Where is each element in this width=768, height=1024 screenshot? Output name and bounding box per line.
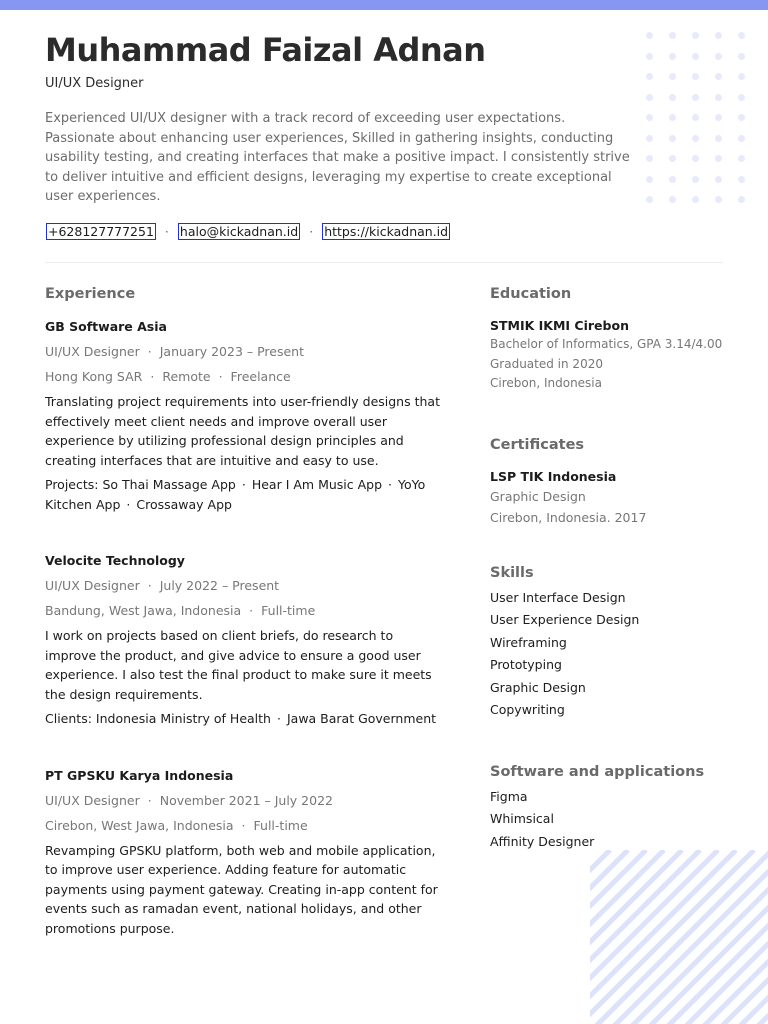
decorative-dot <box>715 196 722 203</box>
education-degree: Bachelor of Informatics, GPA 3.14/4.00 <box>490 337 723 351</box>
certificate-location: Cirebon, Indonesia. 2017 <box>490 509 647 525</box>
candidate-name: Muhammad Faizal Adnan <box>45 31 486 69</box>
skills-list <box>490 587 730 722</box>
job-company: GB Software Asia <box>45 319 167 334</box>
decorative-dot <box>692 135 699 142</box>
decorative-dot <box>669 32 676 39</box>
decorative-dot-grid <box>646 32 756 208</box>
software-item: Affinity Designer <box>490 833 595 849</box>
job-type: Full-time <box>253 817 308 833</box>
skill-item: Prototyping <box>490 657 562 672</box>
experience-section <box>45 284 445 938</box>
job-clients: Clients: Indonesia Ministry of Health · Jawa Barat Government <box>45 711 437 726</box>
job-position: UI/UX Designer <box>45 344 140 359</box>
contact-links <box>46 223 450 240</box>
job-period: January 2023 – Present <box>159 344 304 359</box>
software-title: Software and applications <box>490 763 705 780</box>
decorative-dot <box>738 135 745 142</box>
skill-item: Copywriting <box>490 702 565 717</box>
job-period: July 2022 – Present <box>159 578 280 593</box>
software-section <box>490 762 730 854</box>
project-item: Hear I Am Music App <box>251 477 383 492</box>
sidebar-column <box>490 284 730 853</box>
decorative-dot <box>692 32 699 39</box>
decorative-dot <box>738 114 745 121</box>
project-item: YoYo Kitchen App <box>45 477 426 512</box>
decorative-dot <box>738 155 745 162</box>
contact-separator: · <box>164 224 169 239</box>
decorative-dot <box>715 94 722 101</box>
decorative-dot <box>669 94 676 101</box>
skill-item: Graphic Design <box>490 679 586 695</box>
skills-section <box>490 563 730 722</box>
decorative-dot <box>646 135 653 142</box>
decorative-dot <box>738 32 745 39</box>
education-school: STMIK IKMI Cirebon <box>490 318 629 333</box>
decorative-dot <box>715 53 722 60</box>
projects-label: Projects: <box>45 477 99 492</box>
decorative-dot <box>692 73 699 80</box>
job-type: Full-time <box>261 603 316 618</box>
decorative-dot <box>738 53 745 60</box>
job-entry <box>45 318 445 514</box>
accent-top-bar <box>0 0 768 10</box>
client-item: Jawa Barat Government <box>286 711 437 726</box>
client-item: Indonesia Ministry of Health <box>95 711 271 726</box>
decorative-dot <box>692 94 699 101</box>
decorative-dot <box>669 196 676 203</box>
job-description: Revamping GPSKU platform, both web and mobile application, to improve user experience. Adding feature for automatic payments using payment gateway. Creating in-app content for events such as ramadan event, national holidays, and other promotions purpose. <box>45 842 438 936</box>
decorative-dot <box>646 114 653 121</box>
decorative-dot <box>738 73 745 80</box>
experience-title: Experience <box>45 286 136 302</box>
software-list <box>490 786 730 854</box>
job-location: Cirebon, West Jawa, Indonesia <box>45 817 234 833</box>
job-location: Hong Kong SAR <box>45 369 143 384</box>
decorative-dot <box>715 155 722 162</box>
decorative-dot <box>692 196 699 203</box>
profile-summary: Experienced UI/UX designer with a track record of exceeding user expectations. Passionate about enhancing user experiences, Skilled in gathering insights, conducting usability testing, and creating interfaces that make a positive impact. I consistently strive to deliver intuitive and efficient designs, leveraging my expertise to create exceptional user experiences. <box>45 111 630 204</box>
decorative-dot <box>669 176 676 183</box>
decorative-dot <box>715 176 722 183</box>
resume-header <box>45 28 635 207</box>
job-location-type: Hong Kong SAR · Remote · Freelance <box>45 369 291 384</box>
job-company: PT GPSKU Karya Indonesia <box>45 767 234 783</box>
decorative-dot <box>715 135 722 142</box>
email-link[interactable]: halo@kickadnan.id <box>179 224 299 239</box>
certificates-section <box>490 435 730 528</box>
job-entry <box>45 767 445 939</box>
job-entry <box>45 552 445 729</box>
job-location-type: Bandung, West Jawa, Indonesia · Full-time <box>45 603 316 618</box>
job-company: Velocite Technology <box>45 553 185 568</box>
decorative-dot <box>669 53 676 60</box>
decorative-dot <box>738 94 745 101</box>
clients-label: Clients: <box>45 711 92 726</box>
job-location-type: Cirebon, West Jawa, Indonesia · Full-time <box>45 817 308 833</box>
decorative-dot <box>715 32 722 39</box>
education-section <box>490 284 730 394</box>
decorative-dot <box>646 155 653 162</box>
decorative-stripes <box>590 850 768 1024</box>
project-item: So Thai Massage App <box>102 477 236 492</box>
decorative-dot <box>715 114 722 121</box>
decorative-dot <box>738 176 745 183</box>
skill-item: Wireframing <box>490 634 567 650</box>
job-position-period: UI/UX Designer · July 2022 – Present <box>45 578 280 593</box>
decorative-dot <box>646 196 653 203</box>
job-description: I work on projects based on client briefs, do research to improve the product, and give advice to ensure a good user experience. I also test the final product to make sure it meets the design requirements. <box>45 628 432 702</box>
candidate-role: UI/UX Designer <box>45 76 144 91</box>
job-description: Translating project requirements into user-friendly designs that effectively meet client needs and improve overall user experience by utilizing professional design principles and creating interfaces that are intuitive and easy to use. <box>45 394 440 468</box>
decorative-dot <box>646 53 653 60</box>
education-graduated: Graduated in 2020 <box>490 356 603 371</box>
software-item: Whimsical <box>490 811 554 826</box>
project-item: Crossaway App <box>136 496 232 512</box>
decorative-dot <box>669 114 676 121</box>
certificate-issuer: LSP TIK Indonesia <box>490 468 617 484</box>
decorative-dot <box>692 176 699 183</box>
job-position-period: UI/UX Designer · November 2021 – July 2022 <box>45 792 333 808</box>
job-location: Bandung, West Jawa, Indonesia <box>45 603 242 618</box>
job-type: Freelance <box>230 369 291 384</box>
job-position-period: UI/UX Designer · January 2023 – Present <box>45 344 304 359</box>
certificate-name: Graphic Design <box>490 488 586 504</box>
skill-item: User Interface Design <box>490 589 626 605</box>
decorative-dot <box>692 53 699 60</box>
phone-link[interactable]: +628127777251 <box>48 224 154 239</box>
contact-separator: · <box>309 224 314 239</box>
software-item: Figma <box>490 788 528 804</box>
website-link[interactable]: https://kickadnan.id <box>324 224 449 239</box>
education-location: Cirebon, Indonesia <box>490 376 602 390</box>
certificates-title: Certificates <box>490 436 585 453</box>
decorative-dot <box>715 73 722 80</box>
job-period: November 2021 – July 2022 <box>159 792 333 808</box>
job-mode: Remote <box>162 369 211 384</box>
job-position: UI/UX Designer <box>45 792 140 808</box>
decorative-dot <box>692 114 699 121</box>
job-projects: Projects: So Thai Massage App · Hear I Am Music App · YoYo Kitchen App · Crossaway App <box>45 477 426 512</box>
decorative-dot <box>646 32 653 39</box>
decorative-dot <box>646 94 653 101</box>
decorative-dot <box>646 176 653 183</box>
decorative-dot <box>646 73 653 80</box>
decorative-dot <box>692 155 699 162</box>
education-title: Education <box>490 286 572 302</box>
decorative-dot <box>738 196 745 203</box>
header-divider <box>45 262 723 263</box>
decorative-dot <box>669 135 676 142</box>
skill-item: User Experience Design <box>490 612 640 627</box>
skills-title: Skills <box>490 564 534 581</box>
job-position: UI/UX Designer <box>45 578 140 593</box>
decorative-dot <box>669 155 676 162</box>
decorative-dot <box>669 73 676 80</box>
